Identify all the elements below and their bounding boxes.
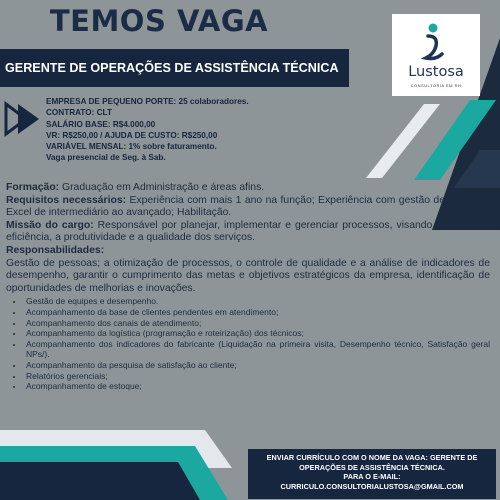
detail-salary: SALÁRIO BASE: R$4.000,00 — [46, 119, 156, 129]
application-instructions — [248, 449, 496, 499]
company-logo — [392, 14, 480, 96]
footer-line-1: ENVIAR CURRÍCULO COM O NOME DA VAGA: GERENTE DE — [266, 453, 478, 462]
mission-label: Missão do cargo: — [6, 219, 94, 231]
list-item: • Acompanhamento dos canais de atendimento; — [24, 318, 490, 329]
education-label: Formação: — [6, 182, 60, 193]
footer-line-2: OPERAÇÕES DE ASSISTÊNCIA TÉCNICA. — [299, 462, 445, 472]
list-item: • Acompanhamento da pesquisa de satisfação ao cliente; — [24, 360, 490, 371]
requirements-label: Requisitos necessários: — [6, 194, 127, 206]
list-item: • Acompanhamento de estoque; — [24, 381, 490, 392]
detail-contract: CONTRATO: CLT — [46, 108, 112, 118]
page-title: TEMOS VAGA — [49, 4, 269, 38]
job-title-banner: GERENTE DE OPERAÇÕES DE ASSISTÊNCIA TÉCNICA — [0, 49, 349, 87]
list-item: • Acompanhamento dos indicadores do fabricante (Liquidação na primeira visita, Desempenho técnico, Satisfação geral NPs/). — [24, 339, 490, 360]
education-paragraph — [6, 182, 490, 195]
arrow-solid-icon — [18, 104, 39, 134]
requirements-text: Experiência com mais 1 ano na função; Experiência com gestão de pessoas; Excel de intermediário ao avançado; Habilitação. — [6, 194, 490, 219]
logo-tagline: CONSULTORIA EM RH — [410, 83, 462, 88]
requirements-paragraph — [6, 195, 490, 220]
list-item: • Gestão de equipes e desempenho. — [24, 296, 490, 307]
responsibilities-list — [6, 296, 490, 391]
logo-name: Lustosa — [408, 64, 464, 80]
mission-paragraph — [6, 220, 490, 245]
job-description — [6, 182, 490, 392]
job-details — [46, 96, 249, 164]
list-item: • Acompanhamento da logística (programação e roteirização) dos técnicos; — [24, 328, 490, 339]
detail-variable: VARIÁVEL MENSAL: 1% sobre faturamento. — [46, 142, 217, 152]
stripe-dark-left — [0, 462, 200, 500]
person-logo-icon — [392, 14, 480, 64]
detail-benefits: VR: R$250,00 / AJUDA DE CUSTO: R$250,00 — [46, 130, 218, 140]
footer-line-3: PARA O E-MAIL: — [343, 472, 401, 482]
responsibilities-heading: Responsabilidades: — [6, 244, 105, 256]
detail-company-size: EMPRESA DE PEQUENO PORTE: 25 colaboradores. — [46, 97, 249, 106]
mission-text: Responsável por planejar, implementar e gerenciar processos, visando aumentar a eficiência, a produtividade e a qualidade dos serviços. — [6, 219, 490, 244]
footer-email[interactable]: CURRICULO.CONSULTORIALUSTOSA@GMAIL.COM — [280, 481, 464, 491]
education-text: Graduação em Administração e áreas afins. — [59, 182, 265, 193]
list-item: • Acompanhamento da base de clientes pendentes em atendimento; — [24, 307, 490, 318]
responsibilities-text: Gestão de pessoas; a otimização de processos, o controle de qualidade e a análise de indicadores de desempenho, garantir o cumprimento das metas e objetivos estratégicos da empresa, identificação de oportunidades de melhorias e inovações. — [6, 257, 490, 294]
list-item: • Relatórios gerenciais; — [24, 371, 490, 382]
detail-schedule: Vaga presencial de Seg. à Sab. — [46, 153, 166, 163]
